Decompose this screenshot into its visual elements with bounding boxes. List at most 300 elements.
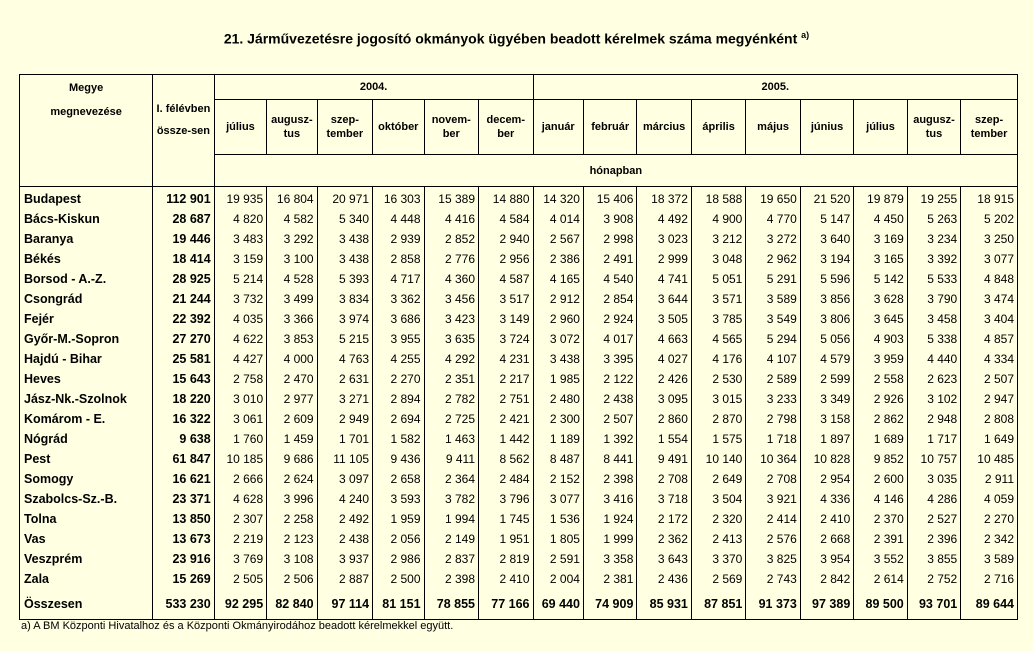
month-value: 3 855	[907, 549, 960, 569]
month-value: 3 395	[583, 349, 636, 369]
month-value: 4 059	[961, 489, 1018, 509]
county-name: Baranya	[20, 229, 153, 249]
half-year-total: 23 916	[153, 549, 215, 569]
table-header	[20, 75, 1018, 187]
month-value: 2 870	[691, 409, 745, 429]
month-value: 1 463	[424, 429, 478, 449]
month-value: 3 718	[637, 489, 691, 509]
month-value: 2 926	[854, 389, 907, 409]
month-value: 2 694	[373, 409, 424, 429]
month-value: 3 100	[267, 249, 317, 269]
month-value: 4 240	[317, 489, 372, 509]
month-value: 5 056	[800, 329, 853, 349]
month-value: 2 398	[583, 469, 636, 489]
month-value: 4 336	[800, 489, 853, 509]
table-row	[20, 469, 1018, 489]
month-value: 3 272	[746, 229, 800, 249]
county-name: Somogy	[20, 469, 153, 489]
month-value: 2 307	[214, 509, 266, 529]
month-value: 3 392	[907, 249, 960, 269]
month-value: 2 668	[800, 529, 853, 549]
month-value: 4 663	[637, 329, 691, 349]
month-value: 2 426	[637, 369, 691, 389]
month-value: 4 903	[854, 329, 907, 349]
month-value: 2 270	[961, 509, 1018, 529]
month-value: 3 571	[691, 289, 745, 309]
month-value: 2 716	[961, 569, 1018, 589]
month-value: 8 441	[583, 449, 636, 469]
month-value: 3 732	[214, 289, 266, 309]
county-name: Szabolcs-Sz.-B.	[20, 489, 153, 509]
month-value: 1 392	[583, 429, 636, 449]
month-value: 2 351	[424, 369, 478, 389]
month-value: 10 485	[961, 449, 1018, 469]
table-row	[20, 229, 1018, 249]
month-value: 4 035	[214, 309, 266, 329]
month-value: 2 589	[746, 369, 800, 389]
month-value: 4 820	[214, 209, 266, 229]
half-year-total: 15 269	[153, 569, 215, 589]
month-value: 2 410	[800, 509, 853, 529]
month-value: 2 758	[214, 369, 266, 389]
month-value: 89 500	[854, 589, 907, 620]
month-value: 1 805	[533, 529, 583, 549]
month-value: 1 985	[533, 369, 583, 389]
month-value: 4 587	[479, 269, 534, 289]
month-value: 4 231	[479, 349, 534, 369]
month-value: 3 955	[373, 329, 424, 349]
month-value: 89 644	[961, 589, 1018, 620]
month-value: 10 140	[691, 449, 745, 469]
month-value: 3 504	[691, 489, 745, 509]
table-row	[20, 209, 1018, 229]
month-value: 16 303	[373, 187, 424, 210]
month-value: 2 887	[317, 569, 372, 589]
month-value: 3 159	[214, 249, 266, 269]
summary-row	[20, 589, 1018, 620]
month-value: 3 035	[907, 469, 960, 489]
table-row	[20, 249, 1018, 269]
month-value: 3 077	[961, 249, 1018, 269]
month-value: 4 717	[373, 269, 424, 289]
month-value: 3 423	[424, 309, 478, 329]
month-value: 2 752	[907, 569, 960, 589]
month-value: 2 505	[214, 569, 266, 589]
month-value: 18 915	[961, 187, 1018, 210]
month-value: 2 527	[907, 509, 960, 529]
month-value: 2 300	[533, 409, 583, 429]
half-year-total: 21 244	[153, 289, 215, 309]
half-year-total: 25 581	[153, 349, 215, 369]
month-value: 3 349	[800, 389, 853, 409]
table-row	[20, 369, 1018, 389]
month-header: május	[746, 100, 800, 155]
half-year-header: I. félévben össze-sen	[153, 100, 215, 187]
county-name: Győr-M.-Sopron	[20, 329, 153, 349]
month-value: 3 996	[267, 489, 317, 509]
month-value: 2 894	[373, 389, 424, 409]
month-value: 2 798	[746, 409, 800, 429]
county-name: Nógrád	[20, 429, 153, 449]
month-value: 10 757	[907, 449, 960, 469]
month-value: 2 056	[373, 529, 424, 549]
month-value: 1 649	[961, 429, 1018, 449]
month-value: 69 440	[533, 589, 583, 620]
month-value: 2 149	[424, 529, 478, 549]
month-value: 2 666	[214, 469, 266, 489]
month-value: 4 741	[637, 269, 691, 289]
month-value: 2 362	[637, 529, 691, 549]
month-value: 3 645	[854, 309, 907, 329]
month-value: 3 271	[317, 389, 372, 409]
month-value: 2 414	[746, 509, 800, 529]
month-value: 2 270	[373, 369, 424, 389]
month-value: 1 442	[479, 429, 534, 449]
year-header-2004: 2004.	[214, 75, 533, 100]
month-value: 3 438	[317, 229, 372, 249]
half-year-total: 19 446	[153, 229, 215, 249]
half-year-total: 16 621	[153, 469, 215, 489]
half-year-total: 18 414	[153, 249, 215, 269]
month-value: 4 146	[854, 489, 907, 509]
month-value: 4 900	[691, 209, 745, 229]
month-value: 4 528	[267, 269, 317, 289]
month-value: 16 804	[267, 187, 317, 210]
month-value: 2 122	[583, 369, 636, 389]
table-row	[20, 269, 1018, 289]
month-value: 2 258	[267, 509, 317, 529]
table-row	[20, 569, 1018, 589]
county-name: Hajdú - Bihar	[20, 349, 153, 369]
month-value: 2 658	[373, 469, 424, 489]
half-year-total: 23 371	[153, 489, 215, 509]
month-value: 2 370	[854, 509, 907, 529]
half-year-total: 18 220	[153, 389, 215, 409]
month-value: 3 643	[637, 549, 691, 569]
county-name: Tolna	[20, 509, 153, 529]
table-row	[20, 289, 1018, 309]
table-row	[20, 529, 1018, 549]
county-name: Borsod - A.-Z.	[20, 269, 153, 289]
month-value: 2 506	[267, 569, 317, 589]
month-value: 4 628	[214, 489, 266, 509]
month-value: 1 924	[583, 509, 636, 529]
month-value: 92 295	[214, 589, 266, 620]
month-value: 18 588	[691, 187, 745, 210]
data-table	[19, 74, 1018, 620]
month-value: 5 294	[746, 329, 800, 349]
month-value: 87 851	[691, 589, 745, 620]
month-value: 1 718	[746, 429, 800, 449]
month-value: 3 954	[800, 549, 853, 569]
month-value: 1 745	[479, 509, 534, 529]
month-value: 2 152	[533, 469, 583, 489]
month-value: 5 051	[691, 269, 745, 289]
month-value: 14 320	[533, 187, 583, 210]
month-value: 3 438	[533, 349, 583, 369]
month-value: 2 860	[637, 409, 691, 429]
month-value: 2 484	[479, 469, 534, 489]
table-row	[20, 349, 1018, 369]
month-value: 4 360	[424, 269, 478, 289]
month-value: 2 438	[583, 389, 636, 409]
county-name: Veszprém	[20, 549, 153, 569]
month-value: 2 410	[479, 569, 534, 589]
month-value: 3 686	[373, 309, 424, 329]
month-value: 3 404	[961, 309, 1018, 329]
month-value: 4 622	[214, 329, 266, 349]
month-value: 3 724	[479, 329, 534, 349]
month-value: 2 624	[267, 469, 317, 489]
month-value: 4 770	[746, 209, 800, 229]
month-value: 2 470	[267, 369, 317, 389]
month-value: 2 599	[800, 369, 853, 389]
unit-header: hónapban	[214, 155, 1017, 187]
month-value: 18 372	[637, 187, 691, 210]
footnote: a) A BM Központi Hivatalhoz és a Központi Okmányirodához beadott kérelmekkel együtt.	[21, 620, 454, 632]
month-value: 4 107	[746, 349, 800, 369]
half-year-total: 28 925	[153, 269, 215, 289]
month-value: 2 438	[317, 529, 372, 549]
month-value: 19 935	[214, 187, 266, 210]
half-year-total: 16 322	[153, 409, 215, 429]
month-value: 3 165	[854, 249, 907, 269]
month-value: 2 623	[907, 369, 960, 389]
month-value: 4 416	[424, 209, 478, 229]
month-value: 1 760	[214, 429, 266, 449]
month-value: 3 474	[961, 289, 1018, 309]
month-header: novem-ber	[424, 100, 478, 155]
month-value: 2 600	[854, 469, 907, 489]
county-name: Pest	[20, 449, 153, 469]
county-name: Vas	[20, 529, 153, 549]
month-value: 2 924	[583, 309, 636, 329]
month-value: 1 459	[267, 429, 317, 449]
month-value: 14 880	[479, 187, 534, 210]
month-value: 2 912	[533, 289, 583, 309]
month-value: 2 986	[373, 549, 424, 569]
month-value: 2 123	[267, 529, 317, 549]
half-year-total: 533 230	[153, 589, 215, 620]
month-value: 2 421	[479, 409, 534, 429]
month-value: 4 255	[373, 349, 424, 369]
month-value: 2 940	[479, 229, 534, 249]
month-value: 2 500	[373, 569, 424, 589]
county-name: Fejér	[20, 309, 153, 329]
month-value: 2 591	[533, 549, 583, 569]
month-value: 78 855	[424, 589, 478, 620]
month-value: 3 292	[267, 229, 317, 249]
month-value: 5 338	[907, 329, 960, 349]
month-value: 3 483	[214, 229, 266, 249]
month-value: 11 105	[317, 449, 372, 469]
month-value: 4 286	[907, 489, 960, 509]
month-value: 2 960	[533, 309, 583, 329]
month-value: 4 763	[317, 349, 372, 369]
month-value: 21 520	[800, 187, 853, 210]
month-value: 8 487	[533, 449, 583, 469]
month-value: 2 492	[317, 509, 372, 529]
month-value: 3 072	[533, 329, 583, 349]
table-row	[20, 389, 1018, 409]
month-value: 3 505	[637, 309, 691, 329]
month-value: 3 769	[214, 549, 266, 569]
county-name: Csongrád	[20, 289, 153, 309]
month-value: 3 628	[854, 289, 907, 309]
month-value: 3 194	[800, 249, 853, 269]
month-value: 20 971	[317, 187, 372, 210]
month-value: 3 234	[907, 229, 960, 249]
month-value: 5 147	[800, 209, 853, 229]
month-value: 2 858	[373, 249, 424, 269]
month-value: 3 589	[961, 549, 1018, 569]
month-value: 82 840	[267, 589, 317, 620]
month-value: 4 292	[424, 349, 478, 369]
month-value: 3 921	[746, 489, 800, 509]
month-value: 2 939	[373, 229, 424, 249]
month-header: augusz-tus	[267, 100, 317, 155]
table-row	[20, 449, 1018, 469]
month-value: 2 977	[267, 389, 317, 409]
month-value: 5 263	[907, 209, 960, 229]
month-value: 9 491	[637, 449, 691, 469]
half-year-total: 112 901	[153, 187, 215, 210]
month-value: 2 962	[746, 249, 800, 269]
month-value: 2 567	[533, 229, 583, 249]
month-value: 1 575	[691, 429, 745, 449]
month-value: 1 994	[424, 509, 478, 529]
month-value: 3 023	[637, 229, 691, 249]
month-value: 2 782	[424, 389, 478, 409]
month-value: 4 176	[691, 349, 745, 369]
month-value: 3 010	[214, 389, 266, 409]
month-value: 3 458	[907, 309, 960, 329]
month-value: 3 250	[961, 229, 1018, 249]
month-value: 3 362	[373, 289, 424, 309]
half-year-total: 13 673	[153, 529, 215, 549]
month-value: 15 389	[424, 187, 478, 210]
month-value: 77 166	[479, 589, 534, 620]
month-value: 2 743	[746, 569, 800, 589]
month-value: 97 114	[317, 589, 372, 620]
month-value: 1 951	[479, 529, 534, 549]
month-value: 3 212	[691, 229, 745, 249]
month-header: október	[373, 100, 424, 155]
year-header-2005: 2005.	[533, 75, 1018, 100]
month-value: 2 396	[907, 529, 960, 549]
month-value: 3 097	[317, 469, 372, 489]
half-year-total: 22 392	[153, 309, 215, 329]
month-value: 3 782	[424, 489, 478, 509]
month-value: 2 381	[583, 569, 636, 589]
month-value: 2 956	[479, 249, 534, 269]
month-header: június	[800, 100, 853, 155]
month-value: 2 837	[424, 549, 478, 569]
month-value: 2 649	[691, 469, 745, 489]
month-value: 3 856	[800, 289, 853, 309]
month-value: 2 172	[637, 509, 691, 529]
month-header: decem-ber	[479, 100, 534, 155]
month-value: 2 631	[317, 369, 372, 389]
month-value: 5 202	[961, 209, 1018, 229]
month-value: 4 565	[691, 329, 745, 349]
month-header: február	[583, 100, 636, 155]
month-value: 4 584	[479, 209, 534, 229]
month-value: 3 644	[637, 289, 691, 309]
county-name: Összesen	[20, 589, 153, 620]
month-value: 4 427	[214, 349, 266, 369]
month-value: 4 017	[583, 329, 636, 349]
month-value: 3 959	[854, 349, 907, 369]
month-value: 2 491	[583, 249, 636, 269]
county-name: Komárom - E.	[20, 409, 153, 429]
month-value: 3 456	[424, 289, 478, 309]
month-value: 1 897	[800, 429, 853, 449]
month-value: 3 853	[267, 329, 317, 349]
month-value: 3 158	[800, 409, 853, 429]
month-value: 4 582	[267, 209, 317, 229]
table-row	[20, 429, 1018, 449]
month-header: szep-tember	[961, 100, 1018, 155]
month-value: 4 848	[961, 269, 1018, 289]
month-value: 1 959	[373, 509, 424, 529]
month-value: 2 948	[907, 409, 960, 429]
month-value: 2 569	[691, 569, 745, 589]
month-value: 2 949	[317, 409, 372, 429]
month-value: 4 334	[961, 349, 1018, 369]
month-value: 2 507	[961, 369, 1018, 389]
table-row	[20, 409, 1018, 429]
half-year-total: 15 643	[153, 369, 215, 389]
month-value: 85 931	[637, 589, 691, 620]
month-value: 3 549	[746, 309, 800, 329]
month-value: 3 366	[267, 309, 317, 329]
month-value: 93 701	[907, 589, 960, 620]
month-value: 2 999	[637, 249, 691, 269]
month-value: 2 386	[533, 249, 583, 269]
county-name: Bács-Kiskun	[20, 209, 153, 229]
month-value: 2 947	[961, 389, 1018, 409]
county-name: Zala	[20, 569, 153, 589]
month-value: 3 785	[691, 309, 745, 329]
month-value: 5 596	[800, 269, 853, 289]
month-value: 1 582	[373, 429, 424, 449]
month-value: 2 808	[961, 409, 1018, 429]
month-value: 3 825	[746, 549, 800, 569]
month-value: 3 974	[317, 309, 372, 329]
month-value: 3 048	[691, 249, 745, 269]
month-value: 1 701	[317, 429, 372, 449]
month-value: 2 217	[479, 369, 534, 389]
month-value: 19 879	[854, 187, 907, 210]
month-value: 1 717	[907, 429, 960, 449]
month-value: 5 291	[746, 269, 800, 289]
month-value: 1 999	[583, 529, 636, 549]
month-value: 3 517	[479, 289, 534, 309]
month-value: 3 593	[373, 489, 424, 509]
month-value: 97 389	[800, 589, 853, 620]
month-value: 3 640	[800, 229, 853, 249]
month-value: 3 552	[854, 549, 907, 569]
month-value: 4 027	[637, 349, 691, 369]
month-value: 10 364	[746, 449, 800, 469]
half-year-top-cell	[153, 75, 215, 100]
month-value: 2 998	[583, 229, 636, 249]
month-header: július	[214, 100, 266, 155]
month-header: március	[637, 100, 691, 155]
month-value: 81 151	[373, 589, 424, 620]
month-value: 9 411	[424, 449, 478, 469]
